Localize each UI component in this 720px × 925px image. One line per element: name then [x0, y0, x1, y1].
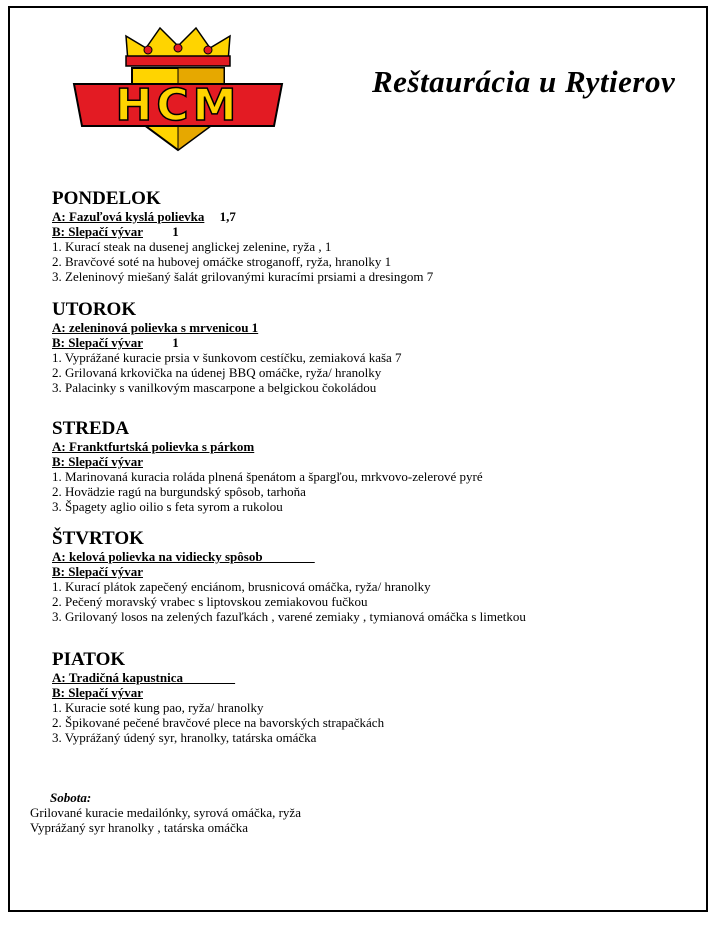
soup-b-allergens: 1: [172, 335, 179, 350]
day-monday: [52, 188, 692, 284]
day-name: ŠTVRTOK: [52, 528, 144, 549]
soup-b: B: Slepačí vývar: [52, 224, 143, 239]
soup-a: A: zeleninová polievka s mrvenicou 1: [52, 320, 259, 335]
meal-2: 2. Grilovaná krkovička na údenej BBQ omáčke, ryža/ hranolky: [52, 365, 382, 380]
day-name: PIATOK: [52, 649, 126, 670]
day-thursday: [52, 528, 692, 624]
day-name: PONDELOK: [52, 188, 161, 209]
saturday-meal-1: Grilované kuracie medailónky, syrová omáčka, ryža: [30, 805, 301, 820]
soup-a-allergens: 1,7: [219, 209, 236, 224]
soup-b-allergens: 1: [172, 224, 179, 239]
day-saturday: [30, 790, 430, 835]
meal-3: 3. Zeleninový miešaný šalát grilovanými kuracími prsiami a dresingom 7: [52, 269, 434, 284]
soup-a: A: Fazuľová kyslá polievka: [52, 209, 205, 224]
day-friday: [52, 649, 692, 745]
soup-a: A: kelová polievka na vidiecky spôsob________: [52, 549, 315, 564]
meal-1: 1. Kurací steak na dusenej anglickej zelenine, ryža , 1: [52, 239, 332, 254]
meal-2: 2. Hovädzie ragú na burgundský spôsob, tarhoňa: [52, 484, 306, 499]
day-name: UTOROK: [52, 299, 137, 320]
day-wednesday: [52, 418, 692, 514]
soup-b: B: Slepačí vývar: [52, 564, 143, 579]
day-tuesday: [52, 299, 692, 395]
soup-b: B: Slepačí vývar: [52, 685, 143, 700]
soup-b: B: Slepačí vývar: [52, 454, 143, 469]
restaurant-name: Reštaurácia u Rytierov: [372, 64, 676, 99]
restaurant-logo: [68, 18, 288, 158]
meal-2: 2. Pečený moravský vrabec s liptovskou zemiakovou fučkou: [52, 594, 368, 609]
meal-1: 1. Marinovaná kuracia roláda plnená špenátom a špargľou, mrkvovo-zelerové pyré: [52, 469, 483, 484]
meal-3: 3. Palacinky s vanilkovým mascarpone a belgickou čokoládou: [52, 380, 377, 395]
saturday-meal-2: Vyprážaný syr hranolky , tatárska omáčka: [30, 820, 249, 835]
soup-b: B: Slepačí vývar: [52, 335, 143, 350]
meal-3: 3. Špagety aglio oilio s feta syrom a rukolou: [52, 499, 283, 514]
meal-1: 1. Kuracie soté kung pao, ryža/ hranolky: [52, 700, 264, 715]
meal-1: 1. Vyprážané kuracie prsia v šunkovom cestíčku, zemiaková kaša 7: [52, 350, 402, 365]
meal-2: 2. Bravčové soté na hubovej omáčke stroganoff, ryža, hranolky 1: [52, 254, 392, 269]
saturday-title: Sobota:: [50, 790, 92, 805]
meal-3: 3. Grilovaný losos na zelených fazuľkách , varené zemiaky , tymianová omáčka s limetkou: [52, 609, 526, 624]
soup-a: A: Franktfurtská polievka s párkom: [52, 439, 255, 454]
meal-1: 1. Kurací plátok zapečený enciánom, brusnicová omáčka, ryža/ hranolky: [52, 579, 431, 594]
logo-lettering: HCM: [115, 80, 241, 131]
day-name: STREDA: [52, 418, 130, 439]
meal-2: 2. Špikované pečené bravčové plece na bavorských strapačkách: [52, 715, 385, 730]
meal-3: 3. Vyprážaný údený syr, hranolky, tatárska omáčka: [52, 730, 317, 745]
soup-a: A: Tradičná kapustnica________: [52, 670, 235, 685]
